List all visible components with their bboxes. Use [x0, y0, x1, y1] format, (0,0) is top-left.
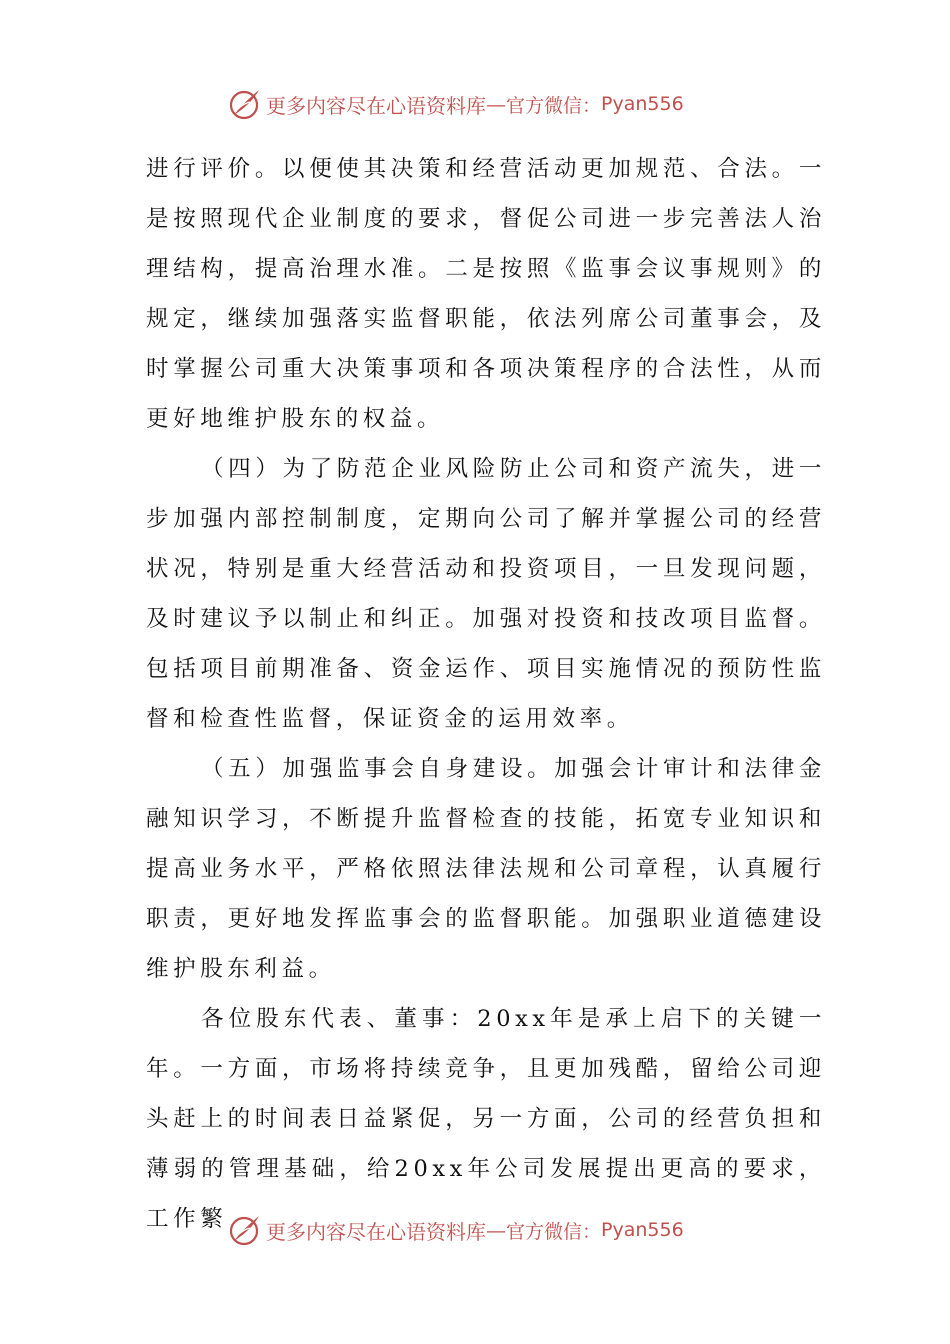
- paragraph-section-five: （五）加强监事会自身建设。加强会计审计和法律金融知识学习，不断提升监督检查的技能，拓宽专业知识和提高业务水平，严格依照法律法规和公司章程，认真履行职责，更好地发挥监事会的监督职能。加强职业道德建设维护股东利益。: [146, 756, 826, 982]
- footer-watermark: [0, 1210, 950, 1250]
- watermark-label: 官方微信：: [506, 94, 602, 117]
- paragraph-closing: 各位股东代表、董事：20xx年是承上启下的关键一年。一方面，市场将持续竞争，且更加残酷，留给公司迎头赶上的时间表日益紧促，另一方面，公司的经营负担和薄弱的管理基础，给20xx年公司发展提出更高的要求，工作繁: [146, 1006, 826, 1232]
- paragraph-section-four: （四）为了防范企业风险防止公司和资产流失，进一步加强内部控制制度，定期向公司了解并掌握公司的经营状况，特别是重大经营活动和投资项目，一旦发现问题，及时建议予以制止和纠正。加强对投资和技改项目监督。包括项目前期准备、资金运作、项目实施情况的预防性监督和检查性监督，保证资金的运用效率。: [146, 456, 826, 732]
- paragraph-continued: 进行评价。以便使其决策和经营活动更加规范、合法。一是按照现代企业制度的要求，督促公司进一步完善法人治理结构，提高治理水准。二是按照《监事会议事规则》的规定，继续加强落实监督职能，依法列席公司董事会，及时掌握公司重大决策事项和各项决策程序的合法性，从而更好地维护股东的权益。: [146, 156, 826, 432]
- watermark-main-text: 更多内容尽在心语资料库: [266, 1219, 486, 1244]
- watermark-label: 官方微信：: [506, 1220, 602, 1243]
- watermark-separator: —: [486, 1218, 506, 1242]
- document-body: [146, 144, 826, 1244]
- watermark-main-text: 更多内容尽在心语资料库: [266, 93, 486, 118]
- quill-logo-icon: [228, 87, 262, 121]
- watermark-wechat-id: Pyan556: [601, 93, 684, 115]
- quill-logo-icon: [228, 1213, 262, 1247]
- watermark-wechat-id: Pyan556: [601, 1219, 684, 1241]
- header-watermark: [0, 84, 950, 124]
- watermark-separator: —: [486, 92, 506, 116]
